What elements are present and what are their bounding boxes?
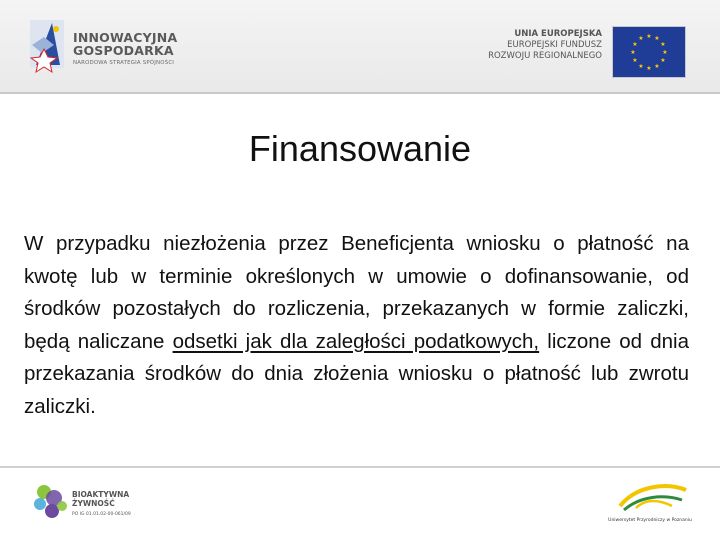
svg-text:★: ★ [638,35,644,42]
bioaktywna-zywnosc-text [72,490,131,519]
bio-project-code: PO IG 01.01.02-00-061/09 [72,512,131,517]
slide-body-text [24,228,689,423]
innowacyjna-gospodarka-text [73,31,177,66]
body-text-part2: liczone od dnia przekazania środków do dnia złożenia wniosku o płatność lub zwrotu zaliczki. [24,329,689,418]
ig-name-line2: GOSPODARKA [73,43,174,58]
svg-text:★: ★ [654,63,660,70]
svg-text:★: ★ [654,35,660,42]
svg-text:★: ★ [630,49,636,56]
body-text-underlined: odsetki jak dla zaległości podatkowych, [172,329,540,353]
bio-line1: BIOAKTYWNA [72,490,130,499]
eu-fund-line: EUROPEJSKI FUNDUSZ [507,40,602,50]
svg-text:★: ★ [646,33,652,40]
eu-text-block [488,29,602,62]
body-text-part1: W przypadku niezłożenia przez Beneficjenta wniosku o płatność na kwotę lub w terminie określonych w umowie o dofinansowanie, od środków pozostałych do rozliczenia, przekazanych w formie zaliczki, będą naliczane [24,232,689,353]
svg-text:★: ★ [632,41,638,48]
header-bar [0,0,720,94]
ig-subtitle: NARODOWA STRATEGIA SPÓJNOŚCI [73,60,175,66]
svg-text:★: ★ [660,41,666,48]
footer-divider [0,466,720,468]
eu-flag-icon [612,26,686,78]
eu-title: UNIA EUROPEJSKA [514,29,602,39]
eu-regional-line: ROZWOJU REGIONALNEGO [488,51,602,61]
svg-text:★: ★ [662,49,668,56]
svg-text:★: ★ [638,63,644,70]
bio-line2: ŻYWNOŚĆ [72,499,115,508]
slide-title: Finansowanie [248,128,472,169]
svg-text:★: ★ [632,57,638,64]
ig-name-line1: INNOWACYJNA [73,30,178,45]
svg-text:★: ★ [646,65,652,72]
svg-text:★: ★ [660,57,666,64]
university-caption: Uniwersytet Przyrodniczy w Poznaniu [608,518,692,523]
